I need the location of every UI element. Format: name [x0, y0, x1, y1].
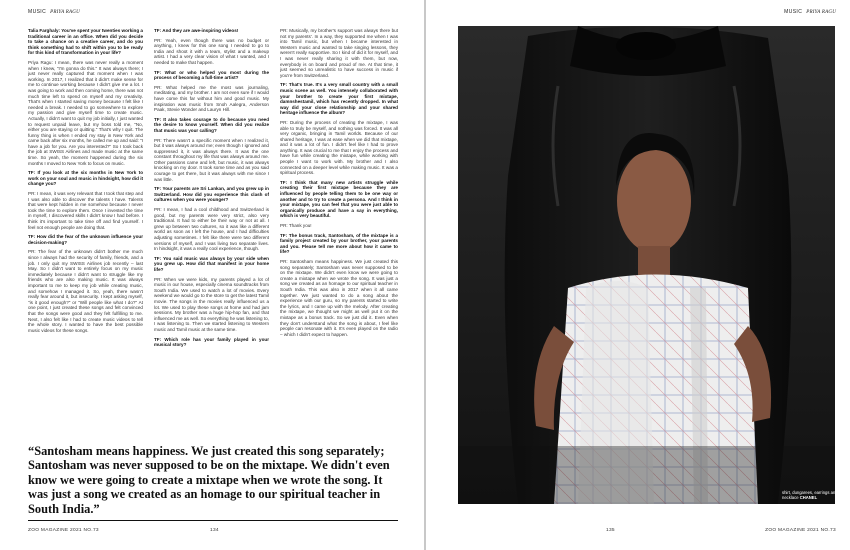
artist-label-right: PRIYA RAGU — [806, 10, 836, 15]
running-head-right — [784, 9, 836, 15]
interview-question: TF: That's true. It's a very small country with a small music scene as well. You intensely collaborated with your brother to create your first mixtape, damnshestamil, which has recently dropped. In what way did your close relationship and your shared heritage influence the album? — [280, 82, 398, 116]
portrait-photo — [458, 26, 835, 504]
section-label-right: MUSIC — [784, 9, 803, 15]
article-column-1 — [28, 28, 143, 436]
interview-answer: PR: During the process of creating the mixtape, I was able to truly be myself, and nothing was forced. It was all very organic, bringing in Tamil worlds. Because of our shared heritage, I was at ease when we did that mixtape, and it was a lot of fun. I didn't feel like I had to prove anything. It was crucial to me that I enjoy the process and have fun while creating the mixtape, while working with people I want to work with. My brother and I also connected on a deeper level while making music. It was a spiritual process. — [280, 119, 398, 176]
caption-text: shirt, dungarees, earrings and necklace — [782, 490, 838, 500]
caption-brand: CHANEL — [799, 495, 818, 500]
artist-label: PRIYA RAGU — [50, 10, 80, 15]
page-number-right: 135 — [606, 528, 615, 533]
interview-answer: PR: Santosham means happiness. We just created this song separately; Santosham was never supposed to be on the mixtape. We didn't even know we were going to create a mixtape when we wrote the song. It was just a song we created as an homage to our spiritual teacher in South India. This was also in 2017 when it all came together. We just wanted to do a song about the experience with our guru, so my parents started to write the lyrics, and I came up with the melody. After creating the mixtape, we thought we might as well put it on the mixtape as a bonus track. So we just did it. Even when they don't understand what the song is about, I feel like people can resonate with it. It's even played on the radio – which I didn't expect to happen. — [280, 258, 398, 337]
folio-magazine-right: ZOO MAGAZINE 2021 NO.73 — [765, 528, 836, 533]
interview-answer: PR: I mean, I had a cool childhood and Switzerland is good, but my parents were very strict, also very traditional. It had to either be their way or not at all. I grew up between two cultures, so it was like a different world as soon as I left the house, and I had difficulties adjusting sometimes. I felt like there were two different versions of myself, and I was living two separate lives. In hindsight, it was a really cool experience, though. — [154, 207, 269, 252]
interview-question: TF: If you look at the six months in New York to work on your soul and music in hindsight, how did it change you? — [28, 170, 143, 187]
interview-answer: Priya Ragu: I mean, there was never really a moment when I knew, "I'm gonna do this." It was always there; I just never really captured that moment when I was working. In 2017, I realized that it didn't make sense for me to continue working because I didn't give me a lot. I was going to work and then coming home, there was not much time left to spend on myself and my creativity. That's when I started saving money because I felt like I needed a break. I needed to go somewhere to explore my passion and give myself time to create music. Actually, I didn't want to quit my job initially, I just wanted to request unpaid leave, but my boss told me, "No, either you are staying or quitting." That's why I quit. The funny thing is when I ended my stay in New York and came back after six months, he called me up and said: "I have a job for you. Are you interested?" So I took back the job at SWISS Airlines and made music at the same time. So yeah, the moment happened during the six months I moved to New York to focus on music. — [28, 59, 143, 166]
right-page — [426, 0, 850, 550]
interview-question: TF: Which role has your family played in your musical story? — [154, 336, 269, 348]
interview-question: Talia Farghaly: You've spent your twenties working a traditional career in an office. When did you decide to take a chance on a creative career, and do you think something had to shift within you to be ready for this kind of transformation in your life? — [28, 28, 143, 56]
interview-question: TF: Your parents are Sri Lankan, and you grew up in Switzerland. How did you experience this clash of cultures when you were younger? — [154, 186, 269, 203]
interview-answer: PR: Musically, my brother's support was always there but not my parents'. In a way, they supported me when I was into Tamil music, but when I became interested in Western music and wanted to take singing lessons, they weren't really supportive. So I kind of did it for myself, and I was never really sharing it with them, but now, everybody is on board and proud of me. At that time, it just seemed so unrealistic to have success in music if you're from Switzerland. — [280, 28, 398, 78]
interview-question: TF: And they are awe-inspiring videos! — [154, 28, 239, 33]
interview-answer: PR: Yeah, even though there was no budget or anything, I knew for this one song I needed to go to India and shoot it with a team, stylist and a makeup artist. I had a very clear vision of what I wanted, and I needed to make that happen. — [154, 37, 269, 65]
interview-answer: PR: Thank you! — [280, 223, 312, 228]
interview-question: TF: I think that many new artists struggle while creating their first mixtape because they are influenced by people telling them to be one way or another and to try to create a persona. And I think in your mixtape, you can feel that you were just able to organically produce and have a say in everything, which is very beautiful. — [280, 179, 398, 219]
interview-answer: PR: When we were kids, my parents played a lot of music in our house, especially cinema soundtracks from South India. We used to watch a lot of movies. Every weekend we would go to the store to get the latest Tamil movie. The songs in the movies really influenced us a lot. We used to play these songs at home and had jam sessions. My brother was a huge hip-hop fan, and that influenced me as well. So everything he was listening to, I was listening to. Then we started listening to Western music and Tamil music at the same time. — [154, 276, 269, 332]
interview-answer: PR: What helped me the most was journaling, meditating, and my brother. I am not even sure if I would have come this far without him and good music. My inspiration was music from Snoh Aalegra, Anderson Paak, Stevie Wonder and Lauryn Hill. — [154, 84, 269, 113]
pull-quote-rule — [28, 520, 398, 521]
left-page — [0, 0, 424, 550]
portrait-illustration — [458, 26, 835, 504]
article-column-3 — [280, 28, 398, 436]
article-column-2 — [154, 28, 269, 436]
interview-answer: PR: I mean, it was very relevant that I took that step and I was also able to discover the talents I have. Talents that were kept hidden in me somehow because I never took the time to explore them. Once I invested the time in myself, I discovered skills I didn't know I had before. I think it's important to take time off and find yourself. I feel not enough people are doing that. — [28, 191, 143, 230]
running-head-left — [28, 9, 80, 15]
folio-magazine-left: ZOO MAGAZINE 2021 NO.73 — [28, 528, 99, 533]
page-number-left: 134 — [210, 528, 219, 533]
interview-question: TF: How did the fear of the unknown influence your decision-making? — [28, 234, 143, 245]
pull-quote: “Santosham means happiness. We just created this song separately; Santosham was never supposed to be on the mixtape. We didn't even know we were going to create a mixtape when we wrote the song. It was just a song we created as an homage to our spiritual teacher in South India.” — [28, 444, 390, 516]
photo-credit-caption — [782, 490, 842, 500]
interview-answer: PR: The fear of the unknown didn't bother me much since I always had the security of family, friends, and a job. I only quit my SWISS Airlines job recently – last May. So I didn't want to entirely focus on my music immediately because I didn't want to struggle like my friends who are also making music. It was always important to me to keep my job while creating music, and somehow I managed it. So, yeah, there wasn't really fear around it, but insecurity. I kept asking myself, "is it good enough?" or "Will people like what I do?" At one point, I just created these songs and felt convinced that the songs were good and they felt fulfilling to me. Next, I also felt like I had to create music videos to tell the whole story. I wanted to have the best possible music videos for these songs. — [28, 249, 143, 333]
interview-question: TF: You said music was always by your side when you grew up. How did that manifest in your home life? — [154, 255, 269, 272]
interview-question: TF: What or who helped you most during the process of becoming a full-time artist? — [154, 69, 269, 81]
interview-question: TF: It also takes courage to do because you need the desire to know yourself. When did you realize that music was your calling? — [154, 116, 269, 133]
interview-question: TF: The bonus track, Santosham, of the mixtape is a family project created by your brother, your parents and you. Please tell me more about how it came to life? — [280, 232, 398, 255]
section-label: MUSIC — [28, 9, 47, 15]
interview-answer: PR: There wasn't a specific moment when I realized it, but it was always around me; even though I ignored and suppressed it, it was always there. It was the one constant throughout my life that was always around me. Other passions came and left, but music, it was always knocking on my door. It took some time and as you said courage to get there, but it was always with me since I was little. — [154, 137, 269, 182]
